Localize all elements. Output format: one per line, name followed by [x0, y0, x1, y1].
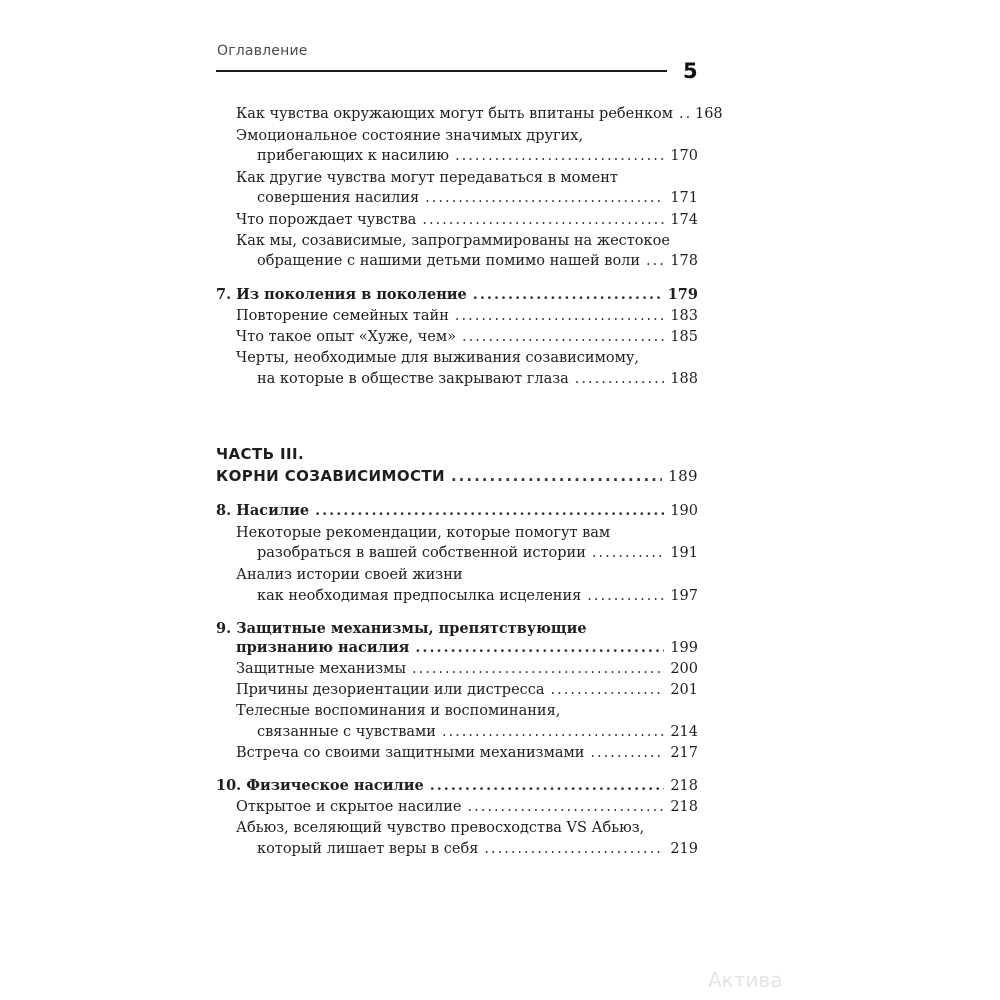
leader-dots: [455, 306, 664, 326]
toc-entry-continued[interactable]: связанные с чувствами ..... 214: [257, 722, 698, 742]
toc-entry[interactable]: Некоторые рекомендации, которые помогут вам: [236, 525, 611, 541]
page-number: 5: [683, 59, 698, 83]
leader-dots: [422, 210, 664, 230]
toc-entry[interactable]: Причины дезориентации или дистресса ..... 201: [236, 680, 698, 700]
toc-page: 200: [670, 661, 698, 677]
toc-entry[interactable]: Черты, необходимые для выживания созависимому,: [236, 350, 640, 366]
toc-entry-continued[interactable]: совершения насилия ..... 171: [257, 188, 698, 208]
toc-page: 188: [670, 371, 698, 387]
toc-page: 183: [670, 308, 698, 324]
toc-page: 179: [667, 286, 698, 303]
header-rule: [216, 70, 667, 72]
leader-dots: [575, 369, 665, 389]
toc-entry[interactable]: Как мы, созависимые, запрограммированы на жестокое: [236, 233, 670, 249]
toc-entry-continued[interactable]: на которые в обществе закрывают глаза ..... 188: [257, 369, 698, 389]
toc-part-3[interactable]: КОРНИ СОЗАВИСИМОСТИ ..... 189: [216, 466, 698, 486]
leader-dots: [473, 285, 662, 305]
toc-page: 191: [670, 545, 698, 561]
toc-entry-continued[interactable]: прибегающих к насилию ..... 170: [257, 146, 698, 166]
toc-chapter-9[interactable]: 9. Защитные механизмы, препятствующие: [216, 620, 587, 637]
toc-chapter-8[interactable]: 8. Насилие ..... 190: [216, 501, 698, 521]
part-label: ЧАСТЬ III.: [216, 445, 305, 463]
leader-dots: [484, 839, 664, 859]
toc-page: 189: [668, 467, 698, 485]
toc-entry-continued[interactable]: который лишает веры в себя ..... 219: [257, 839, 698, 859]
leader-dots: [430, 776, 665, 796]
toc-page: 185: [670, 329, 698, 345]
toc-entry[interactable]: Абьюз, вселяющий чувство превосходства VS Абьюз,: [236, 820, 645, 836]
toc-page: 218: [670, 799, 698, 815]
leader-dots: [442, 722, 664, 742]
toc-page: 217: [670, 745, 698, 761]
toc-entry-continued[interactable]: как необходимая предпосылка исцеления ..... 197: [257, 586, 698, 606]
leader-dots: [462, 327, 664, 347]
toc-page: 214: [670, 724, 698, 740]
watermark-text: Актива: [708, 968, 783, 992]
leader-dots: [551, 680, 665, 700]
leader-dots: [315, 501, 664, 521]
toc-page: 190: [670, 503, 698, 519]
toc-entry[interactable]: Защитные механизмы ..... 200: [236, 659, 698, 679]
toc-entry-continued[interactable]: обращение с нашими детьми помимо нашей воли ..... 178: [257, 251, 698, 271]
toc-chapter-9-continued[interactable]: признанию насилия ..... 199: [236, 638, 698, 658]
toc-chapter-10[interactable]: 10. Физическое насилие ..... 218: [216, 776, 698, 796]
leader-dots: [679, 104, 689, 124]
toc-page: 171: [670, 190, 698, 206]
leader-dots: [415, 638, 664, 658]
leader-dots: [590, 743, 664, 763]
toc-entry[interactable]: Встреча со своими защитными механизмами ..... 217: [236, 743, 698, 763]
toc-page: 174: [670, 212, 698, 228]
toc-page: 197: [670, 588, 698, 604]
toc-entry[interactable]: Что порождает чувства ..... 174: [236, 210, 698, 230]
toc-page: 168: [694, 106, 723, 122]
leader-dots: [412, 659, 664, 679]
toc-entry[interactable]: Как другие чувства могут передаваться в момент: [236, 170, 618, 186]
leader-dots: [592, 543, 664, 563]
toc-page: 219: [670, 841, 698, 857]
toc-page: 218: [670, 778, 698, 794]
leader-dots: [455, 146, 664, 166]
leader-dots: [425, 188, 664, 208]
toc-page: 170: [670, 148, 698, 164]
toc-entry[interactable]: Как чувства окружающих могут быть впитаны ребенком ..... 168: [236, 104, 698, 124]
toc-page: 199: [670, 640, 698, 656]
toc-chapter-7[interactable]: 7. Из поколения в поколение ..... 179: [216, 285, 698, 305]
toc-entry-continued[interactable]: разобраться в вашей собственной истории ..... 191: [257, 543, 698, 563]
running-header: Оглавление: [217, 43, 308, 59]
toc-page: 201: [670, 682, 698, 698]
toc-entry[interactable]: Анализ истории своей жизни: [236, 567, 463, 583]
toc-entry[interactable]: Телесные воспоминания и воспоминания,: [236, 703, 561, 719]
toc-entry[interactable]: Повторение семейных тайн ..... 183: [236, 306, 698, 326]
toc-entry[interactable]: Что такое опыт «Хуже, чем» ..... 185: [236, 327, 698, 347]
leader-dots: [587, 586, 664, 606]
toc-page: 178: [670, 253, 698, 269]
leader-dots: [451, 466, 662, 486]
leader-dots: [646, 251, 664, 271]
leader-dots: [468, 797, 665, 817]
toc-entry[interactable]: Открытое и скрытое насилие ..... 218: [236, 797, 698, 817]
toc-entry[interactable]: Эмоциональное состояние значимых других,: [236, 128, 584, 144]
